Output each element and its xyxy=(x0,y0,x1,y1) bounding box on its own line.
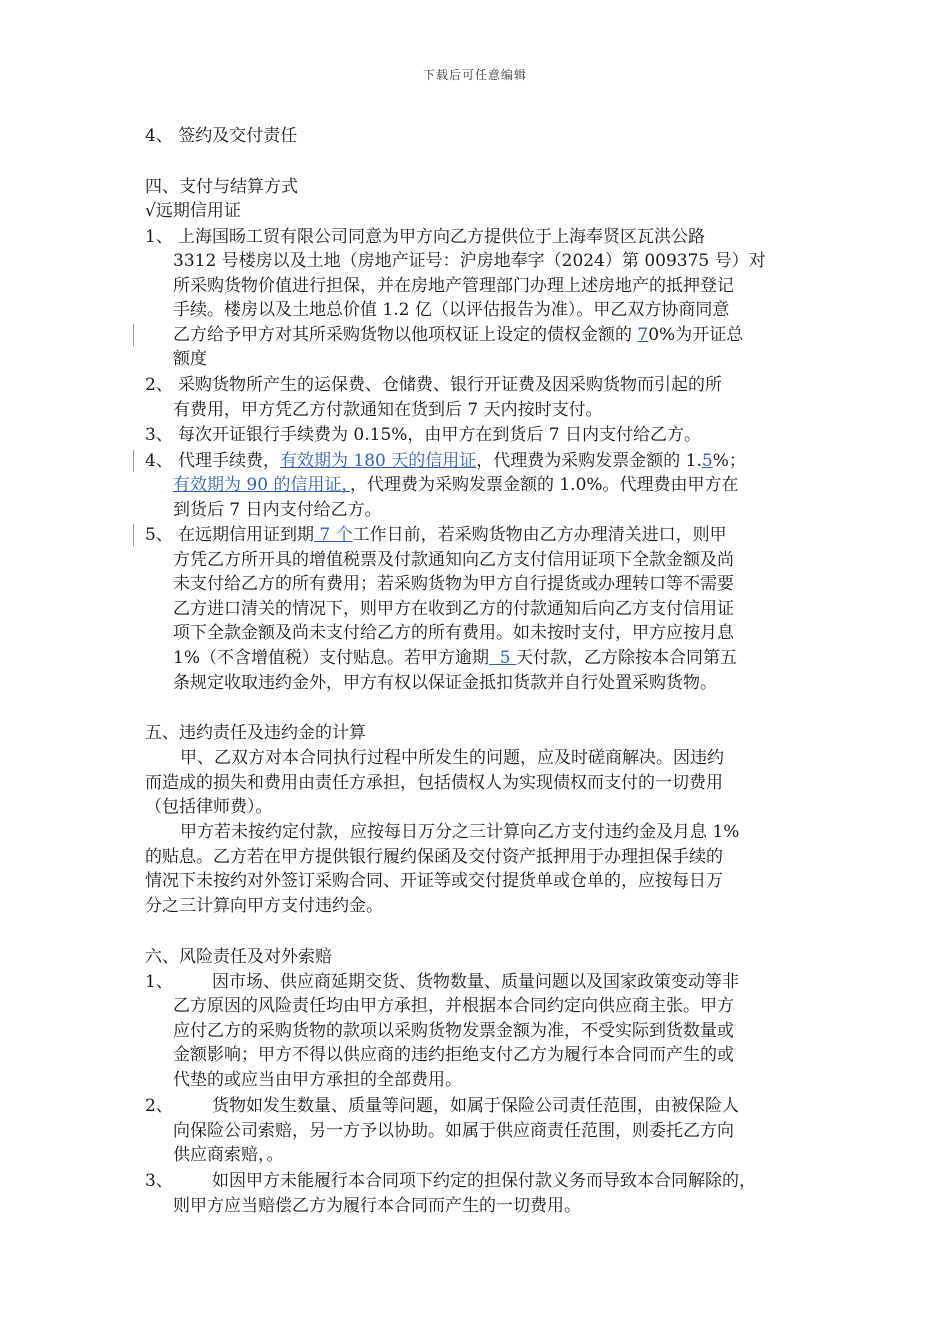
paragraph-line: 条规定收取违约金外，甲方有权以保证金抵扣货款并自行处置采购货物。 xyxy=(173,673,717,693)
item-number: 2、 xyxy=(145,1096,173,1116)
item-number: 3、 xyxy=(145,425,173,445)
item-number: 1、 xyxy=(145,227,173,247)
paragraph-line: 则甲方应当赔偿乙方为履行本合同而产生的一切费用。 xyxy=(173,1196,581,1216)
paragraph-line: 手续。楼房以及土地总价值 1.2 亿（以评估报告为准）。甲乙双方协商同意 xyxy=(173,300,730,320)
paragraph-line xyxy=(178,449,746,474)
item-number: 3、 xyxy=(145,1171,173,1191)
tracked-change-text: 7 个 xyxy=(314,525,353,545)
paragraph-line: 的贴息。乙方若在甲方提供银行履约保函及交付资产抵押用于办理担保手续的 xyxy=(145,847,723,867)
text-run: 天付款，乙方除按本合同第五 xyxy=(516,648,737,668)
tracked-change-text: 5 xyxy=(701,451,713,471)
text-run: 代理手续费， xyxy=(178,451,280,471)
item-number: 2、 xyxy=(145,375,173,395)
page-header-note: 下载后可任意编辑 xyxy=(422,68,527,82)
paragraph-line: 供应商索赔，。 xyxy=(173,1145,284,1165)
text-run: 在远期信用证到期 xyxy=(178,525,314,545)
text-run: 1%（不含增值税）支付贴息。若甲方逾期 xyxy=(173,648,489,668)
paragraph-line: 每次开证银行手续费为 0.15%，由甲方在到货后 7 日内支付给乙方。 xyxy=(178,425,702,445)
text-run: %； xyxy=(712,451,746,471)
list-item-signing: 4、 签约及交付责任 xyxy=(145,126,298,146)
section-heading-risk: 六、风险责任及对外索赔 xyxy=(145,947,332,967)
paragraph-line: 货物如发生数量、质量等问题，如属于保险公司责任范围，由被保险人 xyxy=(212,1096,739,1116)
paragraph-line: 向保险公司索赔，另一方予以协助。如属于供应商责任范围，则委托乙方向 xyxy=(173,1121,734,1141)
item-number: 1、 xyxy=(145,972,173,992)
paragraph-line: 项下全款金额及尚未支付给乙方的所有费用。如未按时支付，甲方应按月息 xyxy=(173,623,734,643)
paragraph-line: 如因甲方未能履行本合同项下约定的担保付款义务而导致本合同解除的， xyxy=(212,1171,756,1191)
paragraph-line: 到货后 7 日内支付给乙方。 xyxy=(173,500,382,520)
paragraph-line: 3312 号楼房以及土地（房地产证号：沪房地奉字（2024）第 009375 号）对 xyxy=(173,251,766,271)
text-run: ，代理费为采购发票金额的 1.0%。代理费由甲方在 xyxy=(349,475,739,495)
tracked-change-text: 有效期为 180 天的信用证 xyxy=(280,451,477,471)
paragraph-line: 额度 xyxy=(173,349,207,369)
paragraph-line: 未支付给乙方的所有费用；若采购货物为甲方自行提货或办理转口等不需要 xyxy=(173,574,734,594)
revision-bar xyxy=(133,450,134,472)
item-number: 5、 xyxy=(145,525,173,545)
paragraph-line: 情况下未按约对外签订采购合同、开证等或交付提货单或仓单的，应按每日万 xyxy=(145,871,723,891)
text-run: ，代理费为采购发票金额的 1. xyxy=(476,451,702,471)
paragraph-line: 所采购货物价值进行担保，并在房地产管理部门办理上述房地产的抵押登记 xyxy=(173,276,734,296)
paragraph-line: 应付乙方的采购货物的款项以采购货物发票金额为准，不受实际到货数量或 xyxy=(173,1021,734,1041)
paragraph-line: 采购货物所产生的运保费、仓储费、银行开证费及因采购货物而引起的所 xyxy=(178,375,722,395)
text-run: 0%为开证总 xyxy=(648,325,744,345)
section-heading-payment: 四、支付与结算方式 xyxy=(145,177,298,197)
paragraph-line: 方凭乙方所开具的增值税票及付款通知向乙方支付信用证项下全款金额及尚 xyxy=(173,550,734,570)
tracked-change-text: 有效期为 90 的信用证， xyxy=(173,475,350,495)
paragraph-line: 因市场、供应商延期交货、货物数量、质量问题以及国家政策变动等非 xyxy=(212,972,739,992)
paragraph-line: 代垫的或应当由甲方承担的全部费用。 xyxy=(173,1070,462,1090)
paragraph-line: 上海国旸工贸有限公司同意为甲方向乙方提供位于上海奉贤区瓦洪公路 xyxy=(178,227,705,247)
paragraph-line: 甲、乙双方对本合同执行过程中所发生的问题，应及时磋商解决。因违约 xyxy=(180,748,724,768)
paragraph-line: 有费用，甲方凭乙方付款通知在货到后 7 天内按时支付。 xyxy=(173,400,603,420)
paragraph-line: 甲方若未按约定付款，应按每日万分之三计算向乙方支付违约金及月息 1% xyxy=(180,822,740,842)
paragraph-line: 分之三计算向甲方支付违约金。 xyxy=(145,896,383,916)
revision-bar xyxy=(133,324,134,346)
paragraph-line xyxy=(178,523,727,548)
paragraph-line xyxy=(173,646,737,671)
paragraph-line: （包括律师费）。 xyxy=(145,797,273,817)
tracked-change-text: 7 xyxy=(637,325,649,345)
item-number: 4、 xyxy=(145,451,173,471)
paragraph-line: 金额影响；甲方不得以供应商的违约拒绝支付乙方为履行本合同而产生的或 xyxy=(173,1045,734,1065)
section-heading-default: 五、违约责任及违约金的计算 xyxy=(145,723,366,743)
paragraph-line: 乙方原因的风险责任均由甲方承担，并根据本合同约定向供应商主张。甲方 xyxy=(173,996,734,1016)
paragraph-line xyxy=(173,473,739,498)
subheading-forward-lc: √远期信用证 xyxy=(145,201,241,221)
text-run: 工作日前，若采购货物由乙方办理清关进口，则甲 xyxy=(352,525,727,545)
paragraph-line xyxy=(173,323,743,348)
paragraph-line: 乙方进口清关的情况下，则甲方在收到乙方的付款通知后向乙方支付信用证 xyxy=(173,599,734,619)
tracked-change-text: 5 xyxy=(488,648,516,668)
text-run: 乙方给予甲方对其所采购货物以他项权证上设定的债权金额的 xyxy=(173,325,638,345)
paragraph-line: 而造成的损失和费用由责任方承担，包括债权人为实现债权而支付的一切费用 xyxy=(145,773,723,793)
revision-bar xyxy=(133,524,134,546)
